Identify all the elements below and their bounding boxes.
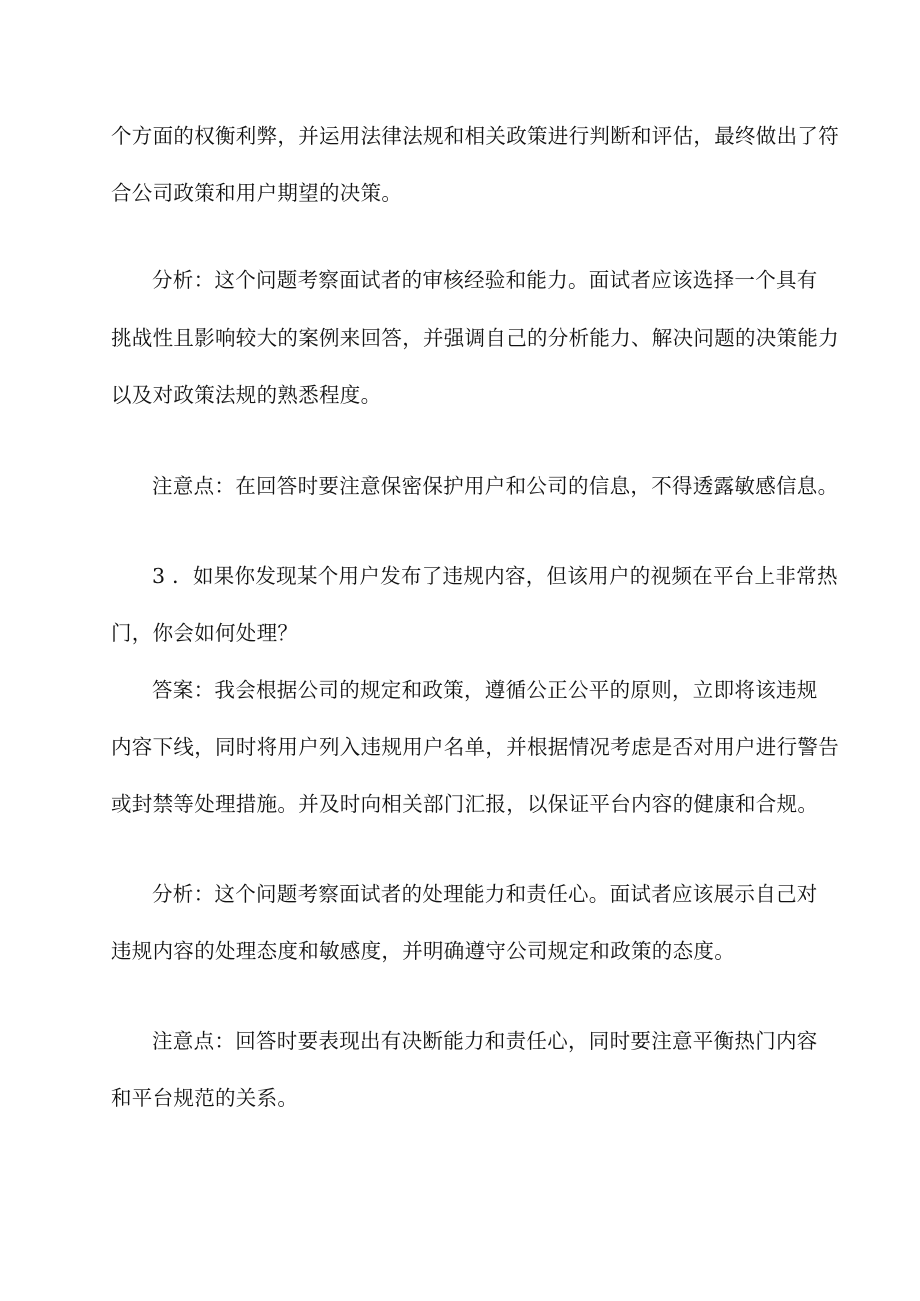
analysis-line: 分析：这个问题考察面试者的处理能力和责任心。面试者应该展示自己对 [152,882,818,906]
question-line: 3 ．如果你发现某个用户发布了违规内容，但该用户的视频在平台上非常热 [152,564,838,588]
answer-line: 或封禁等处理措施。并及时向相关部门汇报，以保证平台内容的健康和合规。 [111,792,819,816]
note-line: 注意点：在回答时要注意保密保护用户和公司的信息，不得透露敏感信息。 [152,474,839,498]
note-line: 和平台规范的关系。 [111,1086,299,1110]
analysis-line: 挑战性且影响较大的案例来回答，并强调自己的分析能力、解决问题的决策能力 [111,326,839,350]
answer-line: 内容下线，同时将用户列入违规用户名单，并根据情况考虑是否对用户进行警告 [111,735,839,759]
question-line: 门，你会如何处理？ [111,621,299,645]
analysis-line: 以及对政策法规的熟悉程度。 [111,383,382,407]
paragraph-line: 合公司政策和用户期望的决策。 [111,181,403,205]
paragraph-line: 个方面的权衡利弊，并运用法律法规和相关政策进行判断和评估，最终做出了符 [111,124,839,148]
analysis-line: 违规内容的处理态度和敏感度，并明确遵守公司规定和政策的态度。 [111,939,735,963]
answer-line: 答案：我会根据公司的规定和政策，遵循公正公平的原则，立即将该违规 [152,678,818,702]
analysis-line: 分析：这个问题考察面试者的审核经验和能力。面试者应该选择一个具有 [152,268,818,292]
note-line: 注意点：回答时要表现出有决断能力和责任心，同时要注意平衡热门内容 [152,1029,818,1053]
